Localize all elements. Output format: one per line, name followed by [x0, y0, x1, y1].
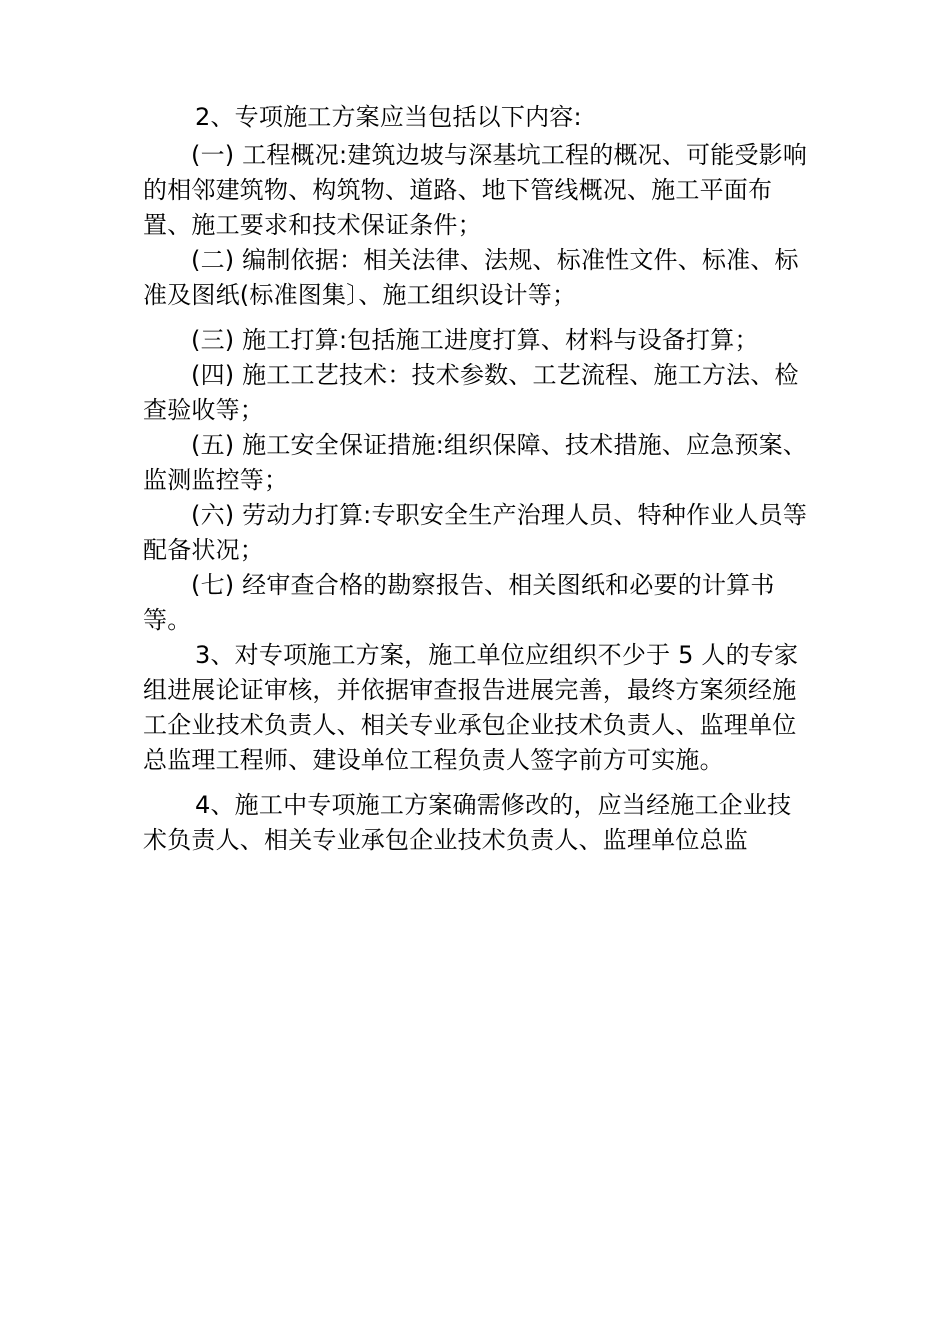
paragraph-reports: (七) 经审查合格的勘察报告、相关图纸和必要的计算书等。: [143, 571, 775, 634]
paragraph-plan: (三) 施工打算:包括施工进度打算、材料与设备打算；: [191, 326, 759, 354]
paragraph-labor: (六) 劳动力打算:专职安全生产治理人员、特种作业人员等配备状况；: [143, 501, 808, 564]
paragraph-item-2-heading: 2、专项施工方案应当包括以下内容:: [195, 103, 582, 131]
paragraph-safety: (五) 施工安全保证措施:组织保障、技术措施、应急预案、监测监控等；: [143, 431, 808, 494]
paragraph-technique: (四) 施工工艺技术：技术参数、工艺流程、施工方法、检查验收等；: [143, 361, 799, 424]
paragraph-overview: (一) 工程概况:建筑边坡与深基坑工程的概况、可能受影响的相邻建筑物、构筑物、道路、地下管线概况、施工平面布置、施工要求和技术保证条件；: [143, 141, 808, 239]
paragraph-item-3-review: 3、对专项施工方案，施工单位应组织不少于 5 人的专家组进展论证审核，并依据审查报告进展完善，最终方案须经施工企业技术负责人、相关专业承包企业技术负责人、监理单位总监理工程师、建设单位工程负责人签字前方可实施。: [143, 641, 799, 774]
paragraph-basis: (二) 编制依据：相关法律、法规、标准性文件、标准、标准及图纸(标准图集〕、施工组织设计等；: [143, 246, 799, 309]
paragraph-item-4-modification: 4、施工中专项施工方案确需修改的，应当经施工企业技术负责人、相关专业承包企业技术负责人、监理单位总监: [143, 791, 792, 854]
document-body: [143, 100, 811, 858]
